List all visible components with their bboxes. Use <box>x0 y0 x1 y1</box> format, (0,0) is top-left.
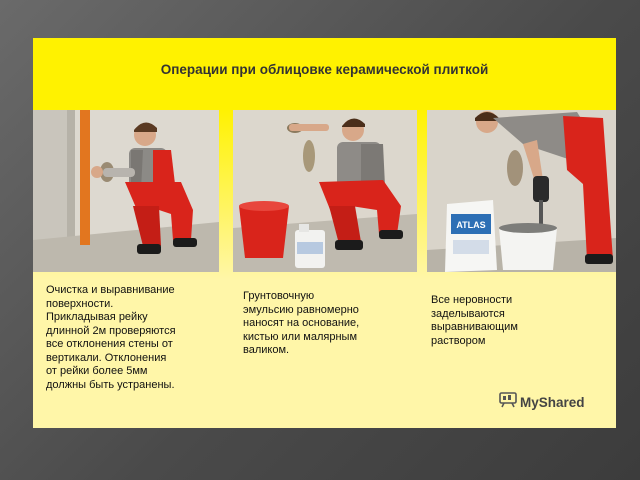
myshared-text: MyShared <box>520 395 585 410</box>
caption-step-3: Все неровности заделываются выравнивающим раствором <box>431 294 518 347</box>
myshared-watermark <box>499 392 585 413</box>
slide-title: Операции при облицовке керамической плиткой <box>160 62 489 77</box>
worker-mixing-mortar-photo <box>427 110 616 272</box>
caption-step-1: Очистка и выравнивание поверхности. Прикладывая рейку длинной 2м проверяются все отклонения стены от вертикали. Отклонения от рейки более 5мм должны быть устранены. <box>46 284 176 391</box>
atlas-bag-label: ATLAS <box>456 220 486 230</box>
worker-with-brush-photo <box>233 110 417 272</box>
worker-with-level-photo <box>33 110 219 272</box>
slide <box>33 38 616 428</box>
myshared-logo-icon <box>499 392 517 413</box>
caption-step-2: Грунтовочную эмульсию равномерно наносят на основание, кистью или малярным валиком. <box>243 290 360 356</box>
